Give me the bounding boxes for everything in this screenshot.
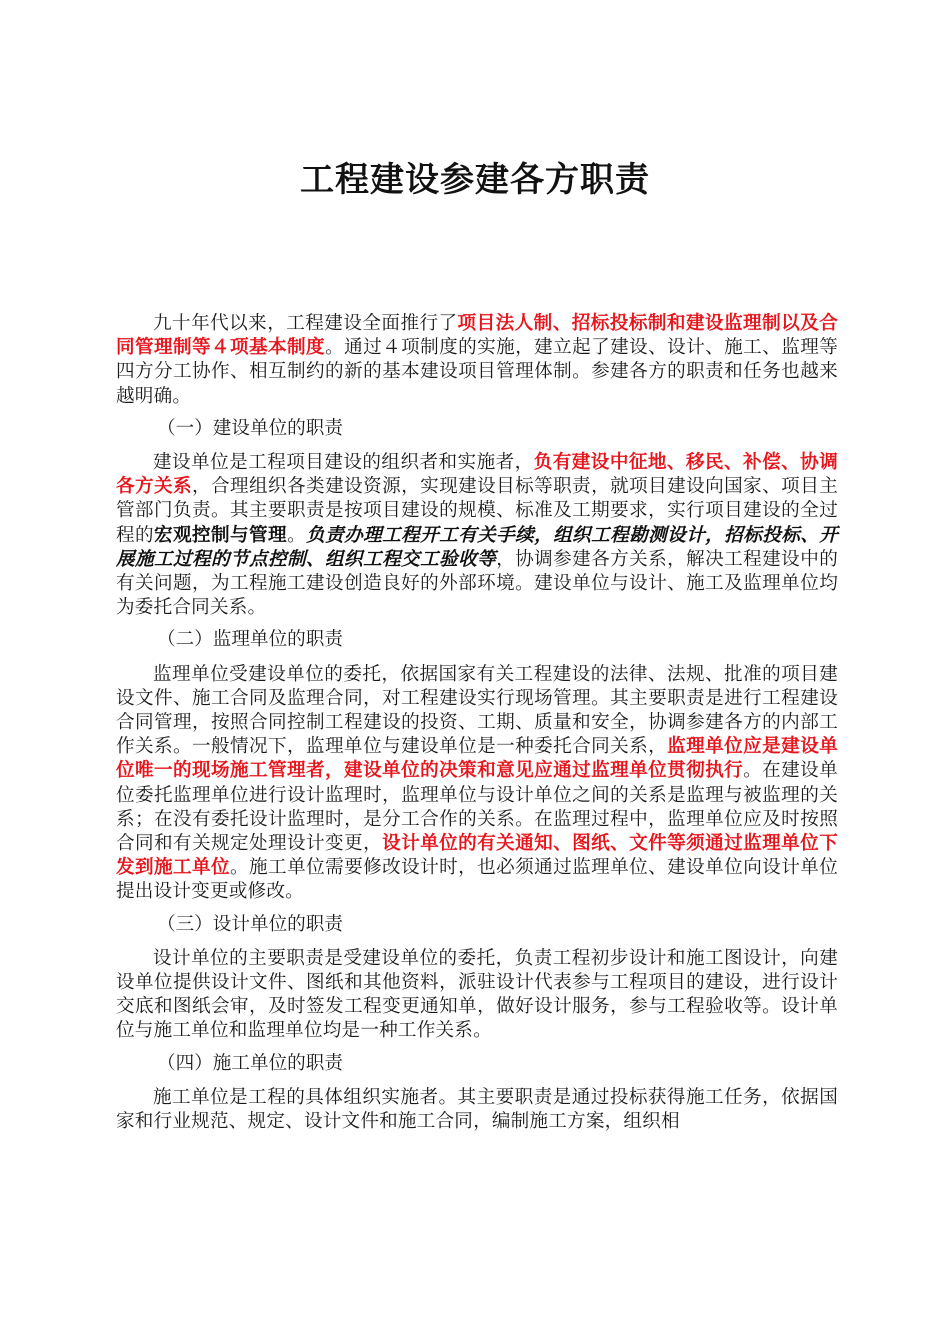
bold-text: 宏观控制与管理 (154, 524, 288, 546)
intro-paragraph (116, 312, 838, 409)
document-title: 工程建设参建各方职责 (300, 160, 650, 200)
section-paragraph-construction (116, 451, 838, 620)
section-heading-construction: （一）建设单位的职责 (157, 417, 343, 439)
text-run: 施工单位是工程的具体组织实施者。其主要职责是通过投标获得施工任务，依据国家和行业规范、规定、设计文件和施工合同，编制施工方案，组织相 (116, 1086, 838, 1133)
text-run: 设计单位的主要职责是受建设单位的委托，负责工程初步设计和施工图设计，向建设单位提供设计文件、图纸和其他资料，派驻设计代表参与工程项目的建设，进行设计交底和图纸会审，及时签发工程变更通知单，做好设计服务，参与工程验收等。设计单位与施工单位和监理单位均是一种工作关系。 (116, 947, 838, 1042)
text-run: 。在建设单位委托监理单位进行设计监理时，监理单位与设计单位之间的关系是监理与被监理的关系；在没有委托设计监理时，是分工合作的关系。在监理过程中，监理单位应及时按照合同和有关规定处理设计变更， (116, 760, 838, 855)
text-run: 。 (287, 524, 307, 546)
text-run: 。通过４项制度的实施，建立起了建设、设计、施工、监理等四方分工协作、相互制约的新的基本建设项目管理体制。参建各方的职责和任务也越来越明确。 (116, 337, 838, 407)
section-paragraph-contractor (116, 1086, 838, 1134)
section-paragraph-design (116, 947, 838, 1044)
section-heading-contractor: （四）施工单位的职责 (157, 1052, 343, 1074)
text-run: 建设单位是工程项目建设的组织者和实施者， (153, 452, 534, 474)
text-run: ，协调参建各方关系，解决工程建设中的有关问题，为工程施工建设创造良好的外部环境。建设单位与设计、施工及监理单位均为委托合同关系。 (116, 548, 838, 619)
highlight-text: 监理单位应是建设单位唯一的现场施工管理者，建设单位的决策和意见应通过监理单位贯彻执行 (116, 736, 838, 782)
section-heading-supervision: （二）监理单位的职责 (157, 629, 343, 651)
highlight-text: 负有建设中征地、移民、补偿、协调各方关系 (116, 452, 838, 498)
bold-italic-text: 负责办理工程开工有关手续，组织工程勘测设计，招标投标、开展施工过程的节点控制、组织工程交工验收等 (116, 524, 839, 570)
document-body (116, 312, 838, 1142)
section-heading-design: （三）设计单位的职责 (157, 913, 343, 935)
text-run: 。施工单位需要修改设计时，也必须通过监理单位、建设单位向设计单位提出设计变更或修改。 (116, 857, 839, 903)
text-run: 九十年代以来，工程建设全面推行了 (153, 313, 458, 334)
text-run: ，合理组织各类建设资源，实现建设目标等职责，就项目建设向国家、项目主管部门负责。其主要职责是按项目建设的规模、标准及工期要求，实行项目建设的全过程的 (116, 476, 838, 546)
highlight-text: 项目法人制、招标投标制和建设监理制以及合同管理制等４项基本制度 (116, 313, 838, 359)
text-run: 监理单位受建设单位的委托，依据国家有关工程建设的法律、法规、批准的项目建设文件、施工合同及监理合同，对工程建设实行现场管理。其主要职责是进行工程建设合同管理，按照合同控制工程建设的投资、工期、质量和安全，协调参建各方的内部工作关系。一般情况下，监理单位与建设单位是一种委托合同关系， (116, 663, 838, 758)
section-paragraph-supervision (116, 663, 838, 905)
highlight-text: 设计单位的有关通知、图纸、文件等须通过监理单位下发到施工单位 (116, 833, 838, 879)
